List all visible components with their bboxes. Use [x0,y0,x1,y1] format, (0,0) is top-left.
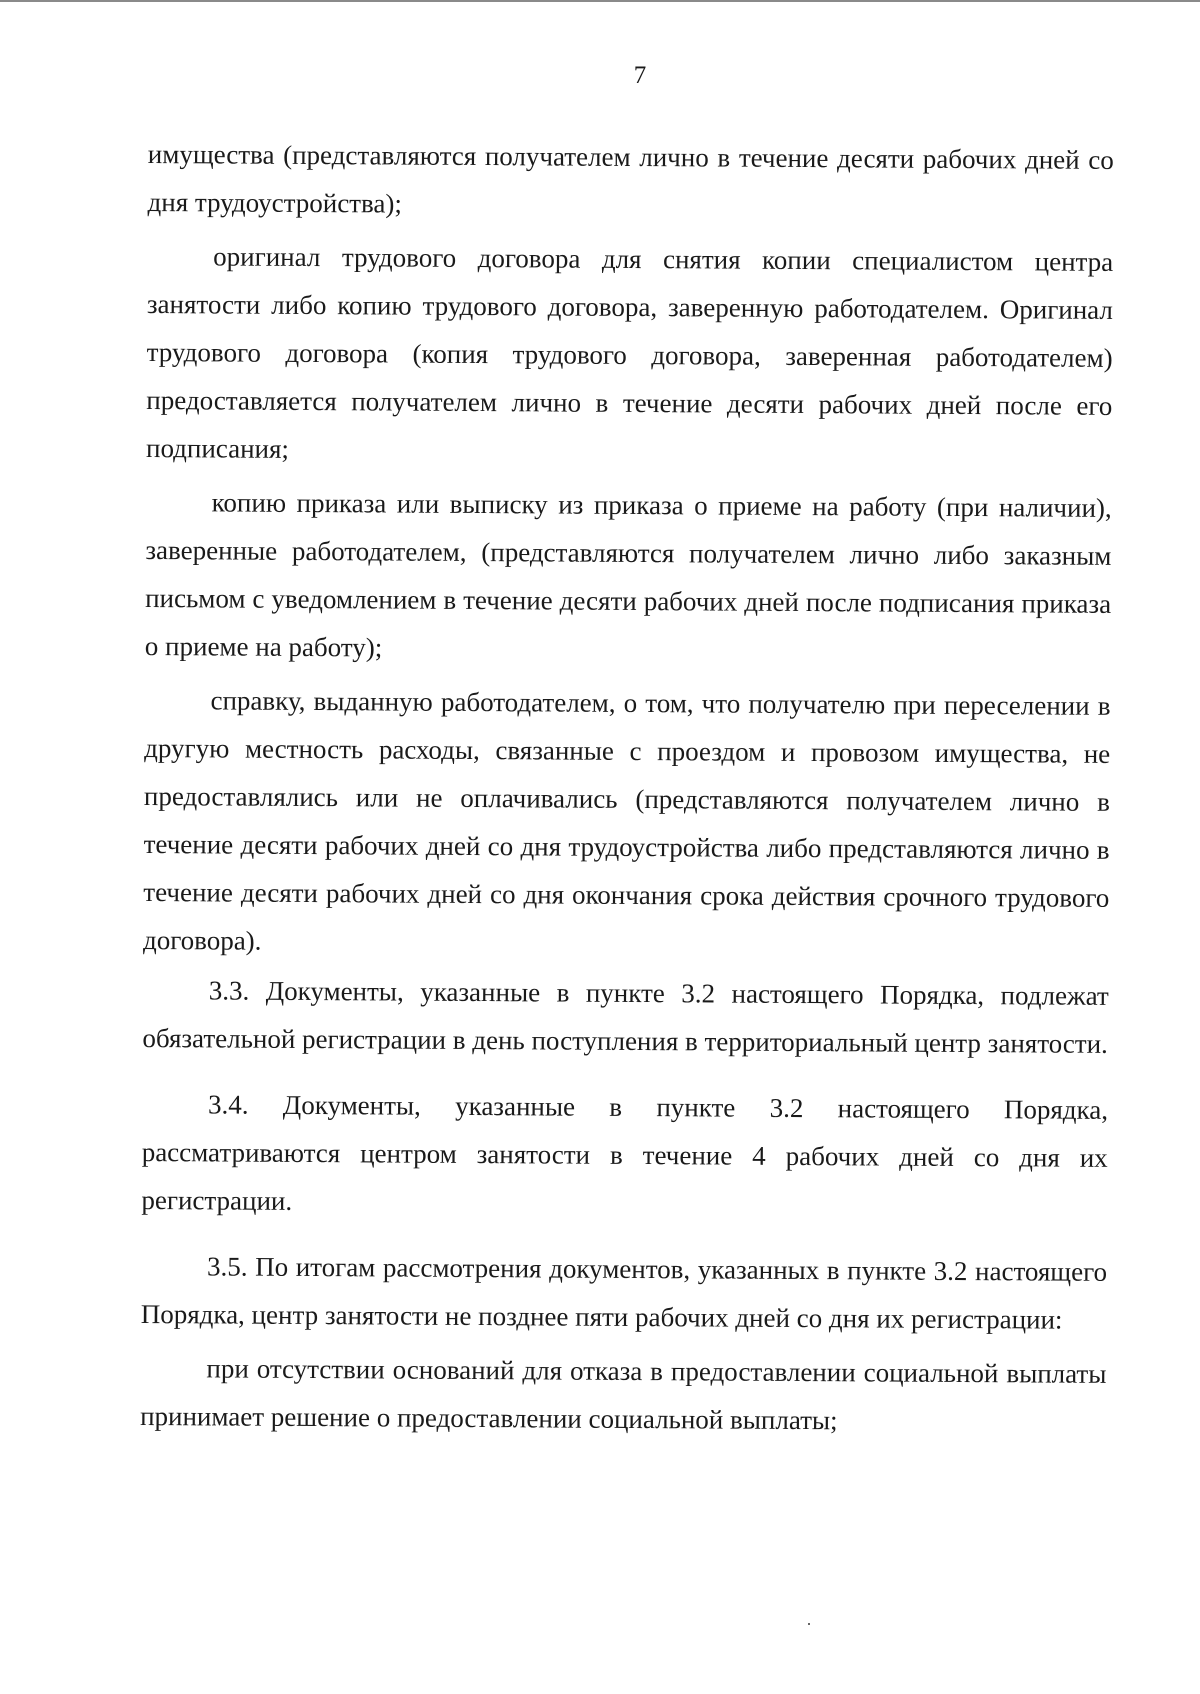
document-body [140,130,1114,1446]
page-number: 7 [633,62,647,89]
paragraph-3-5: 3.5. По итогам рассмотрения документов, указанных в пункте 3.2 настоящего Порядка, центр занятости не позднее пяти рабочих дней со дня их регистрации: [140,1251,1108,1335]
paragraph-employment-contract: оригинал трудового договора для снятия копии специалистом центра занятости либо копию трудового договора, заверенную работодателем. Оригинал трудового договора (копия трудового договора, заверенная работодателем) предоставляется получателем лично в течение десяти рабочих дней после его подписания; [145,241,1114,464]
paragraph-property-continuation: имущества (представляются получателем лично в течение десяти рабочих дней со дня трудоустройства); [147,138,1114,219]
paragraph-employer-certificate: справку, выданную работодателем, о том, что получателю при переселении в другую местность расходы, связанные с проездом и провозом имущества, не предоставлялись или не оплачивались (представляются получателем лично в течение десяти рабочих дней со дня трудоустройства либо представляются лично в течение десяти рабочих дней со дня окончания срока действия срочного трудового договора). [142,685,1111,956]
paragraph-3-3: 3.3. Документы, указанные в пункте 3.2 настоящего Порядка, подлежат обязательной регистрации в день поступления в территориальный центр занятости. [142,975,1109,1059]
scan-speck [808,1623,810,1625]
paragraph-3-4: 3.4. Документы, указанные в пункте 3.2 настоящего Порядка, рассматриваются центром занятости в течение 4 рабочих дней со дня их регистрации. [141,1089,1109,1216]
scan-top-edge [0,0,1200,2]
paragraph-hiring-order: копию приказа или выписку из приказа о приеме на работу (при наличии), заверенные работодателем, (представляются получателем лично либо заказным письмом с уведомлением в течение десяти рабочих дней после подписания приказа о приеме на работу); [144,487,1112,663]
paragraph-decision: при отсутствии оснований для отказа в предоставлении социальной выплаты принимает решение о предоставлении социальной выплаты; [140,1353,1107,1436]
